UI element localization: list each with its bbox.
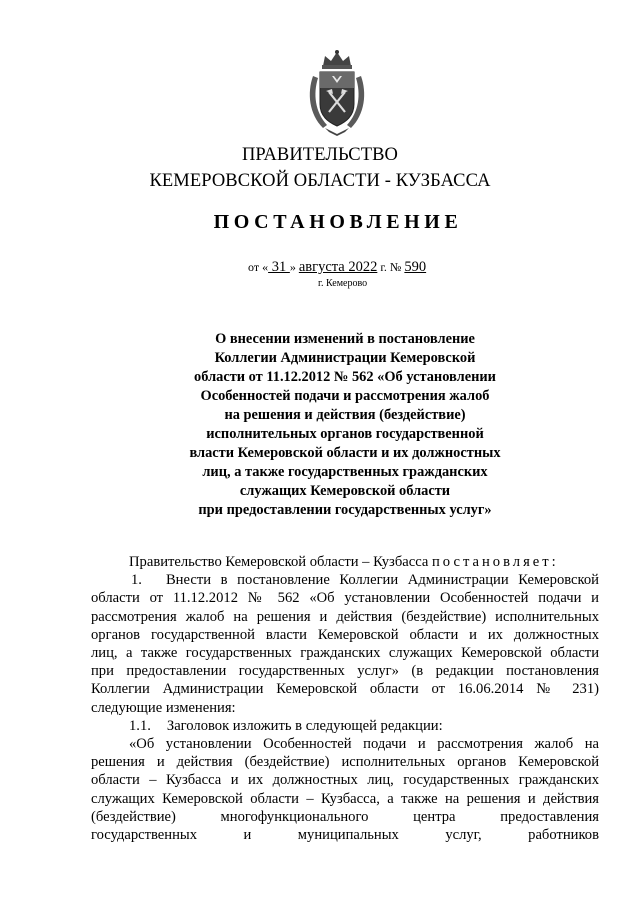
date-mid: » (289, 260, 299, 274)
decree-body (91, 553, 599, 844)
item1-line: рассмотрения жалоб на решения и действия (бездействие) исполнительных (91, 608, 599, 625)
coat-of-arms-icon (303, 48, 371, 138)
quote-line: государственных и муниципальных услуг, работников (91, 827, 599, 844)
preamble-text: Правительство Кемеровской области – Кузбасса (129, 554, 429, 570)
subject-line: Коллегии Администрации Кемеровской (214, 350, 476, 366)
decree-number: 590 (404, 259, 427, 275)
preamble-line (91, 553, 599, 571)
subject-line: власти Кемеровской области и их должностных (189, 445, 501, 461)
government-title-line1: ПРАВИТЕЛЬСТВО (241, 145, 399, 165)
quote-line: области – Кузбасса и их должностных лиц, государственных гражданских (91, 772, 599, 789)
quote-line: решения и действия (бездействие) исполнительных органов Кемеровской (91, 754, 599, 771)
decree-subject-title (150, 330, 540, 520)
government-title-line2: КЕМЕРОВСКОЙ ОБЛАСТИ - КУЗБАССА (149, 171, 491, 191)
subject-line: на решения и действия (бездействие) (224, 407, 466, 423)
item1-line: Коллегии Администрации Кемеровской области от 16.06.2014 № 231) (91, 681, 599, 698)
subject-line: Особенностей подачи и рассмотрения жалоб (200, 388, 490, 404)
subject-line: области от 11.12.2012 № 562 «Об установлении (194, 369, 496, 385)
item11-text: Заголовок изложить в следующей редакции: (166, 717, 443, 734)
date-day: 31 (268, 259, 290, 275)
decree-date-number (248, 259, 426, 276)
item11-number: 1.1. (129, 717, 151, 734)
subject-line: служащих Кемеровской области (239, 483, 451, 499)
item1-last-line: следующие изменения: (91, 699, 236, 716)
item1-first-text: Внести в постановление Коллегии Администрации Кемеровской (165, 572, 599, 589)
city: г. Кемерово (318, 278, 368, 289)
decree-heading: ПОСТАНОВЛЕНИЕ (213, 211, 463, 233)
item1-number: 1. (131, 572, 142, 589)
quote-first-line: «Об установлении Особенностей подачи и рассмотрения жалоб на (129, 736, 599, 753)
quote-line: (бездействие) многофункционального центра предоставления (91, 808, 599, 825)
quote-line: служащих Кемеровской области – Кузбасса, а также на решения и действия (91, 790, 599, 807)
item11-line (91, 717, 599, 735)
date-prefix: от « (248, 260, 269, 274)
item1-line: органов государственной власти Кемеровской области и их должностных (91, 626, 599, 643)
preamble-resolves: постановляет: (432, 554, 559, 570)
subject-line: О внесении изменений в постановление (215, 331, 475, 347)
item1-line: при предоставлении государственных услуг» (в редакции постановления (91, 663, 599, 680)
subject-line: лиц, а также государственных гражданских (202, 464, 488, 480)
subject-line: исполнительных органов государственной (206, 426, 484, 442)
item1-first-line (91, 571, 599, 589)
year-suffix: г. № (377, 260, 405, 274)
date-month-year: августа 2022 (298, 259, 378, 275)
item1-line: лиц, а также государственных гражданских служащих Кемеровской области (91, 645, 599, 662)
item1-line: области от 11.12.2012 № 562 «Об установлении Особенностей подачи и (91, 590, 599, 607)
subject-line: при предоставлении государственных услуг» (198, 502, 492, 518)
